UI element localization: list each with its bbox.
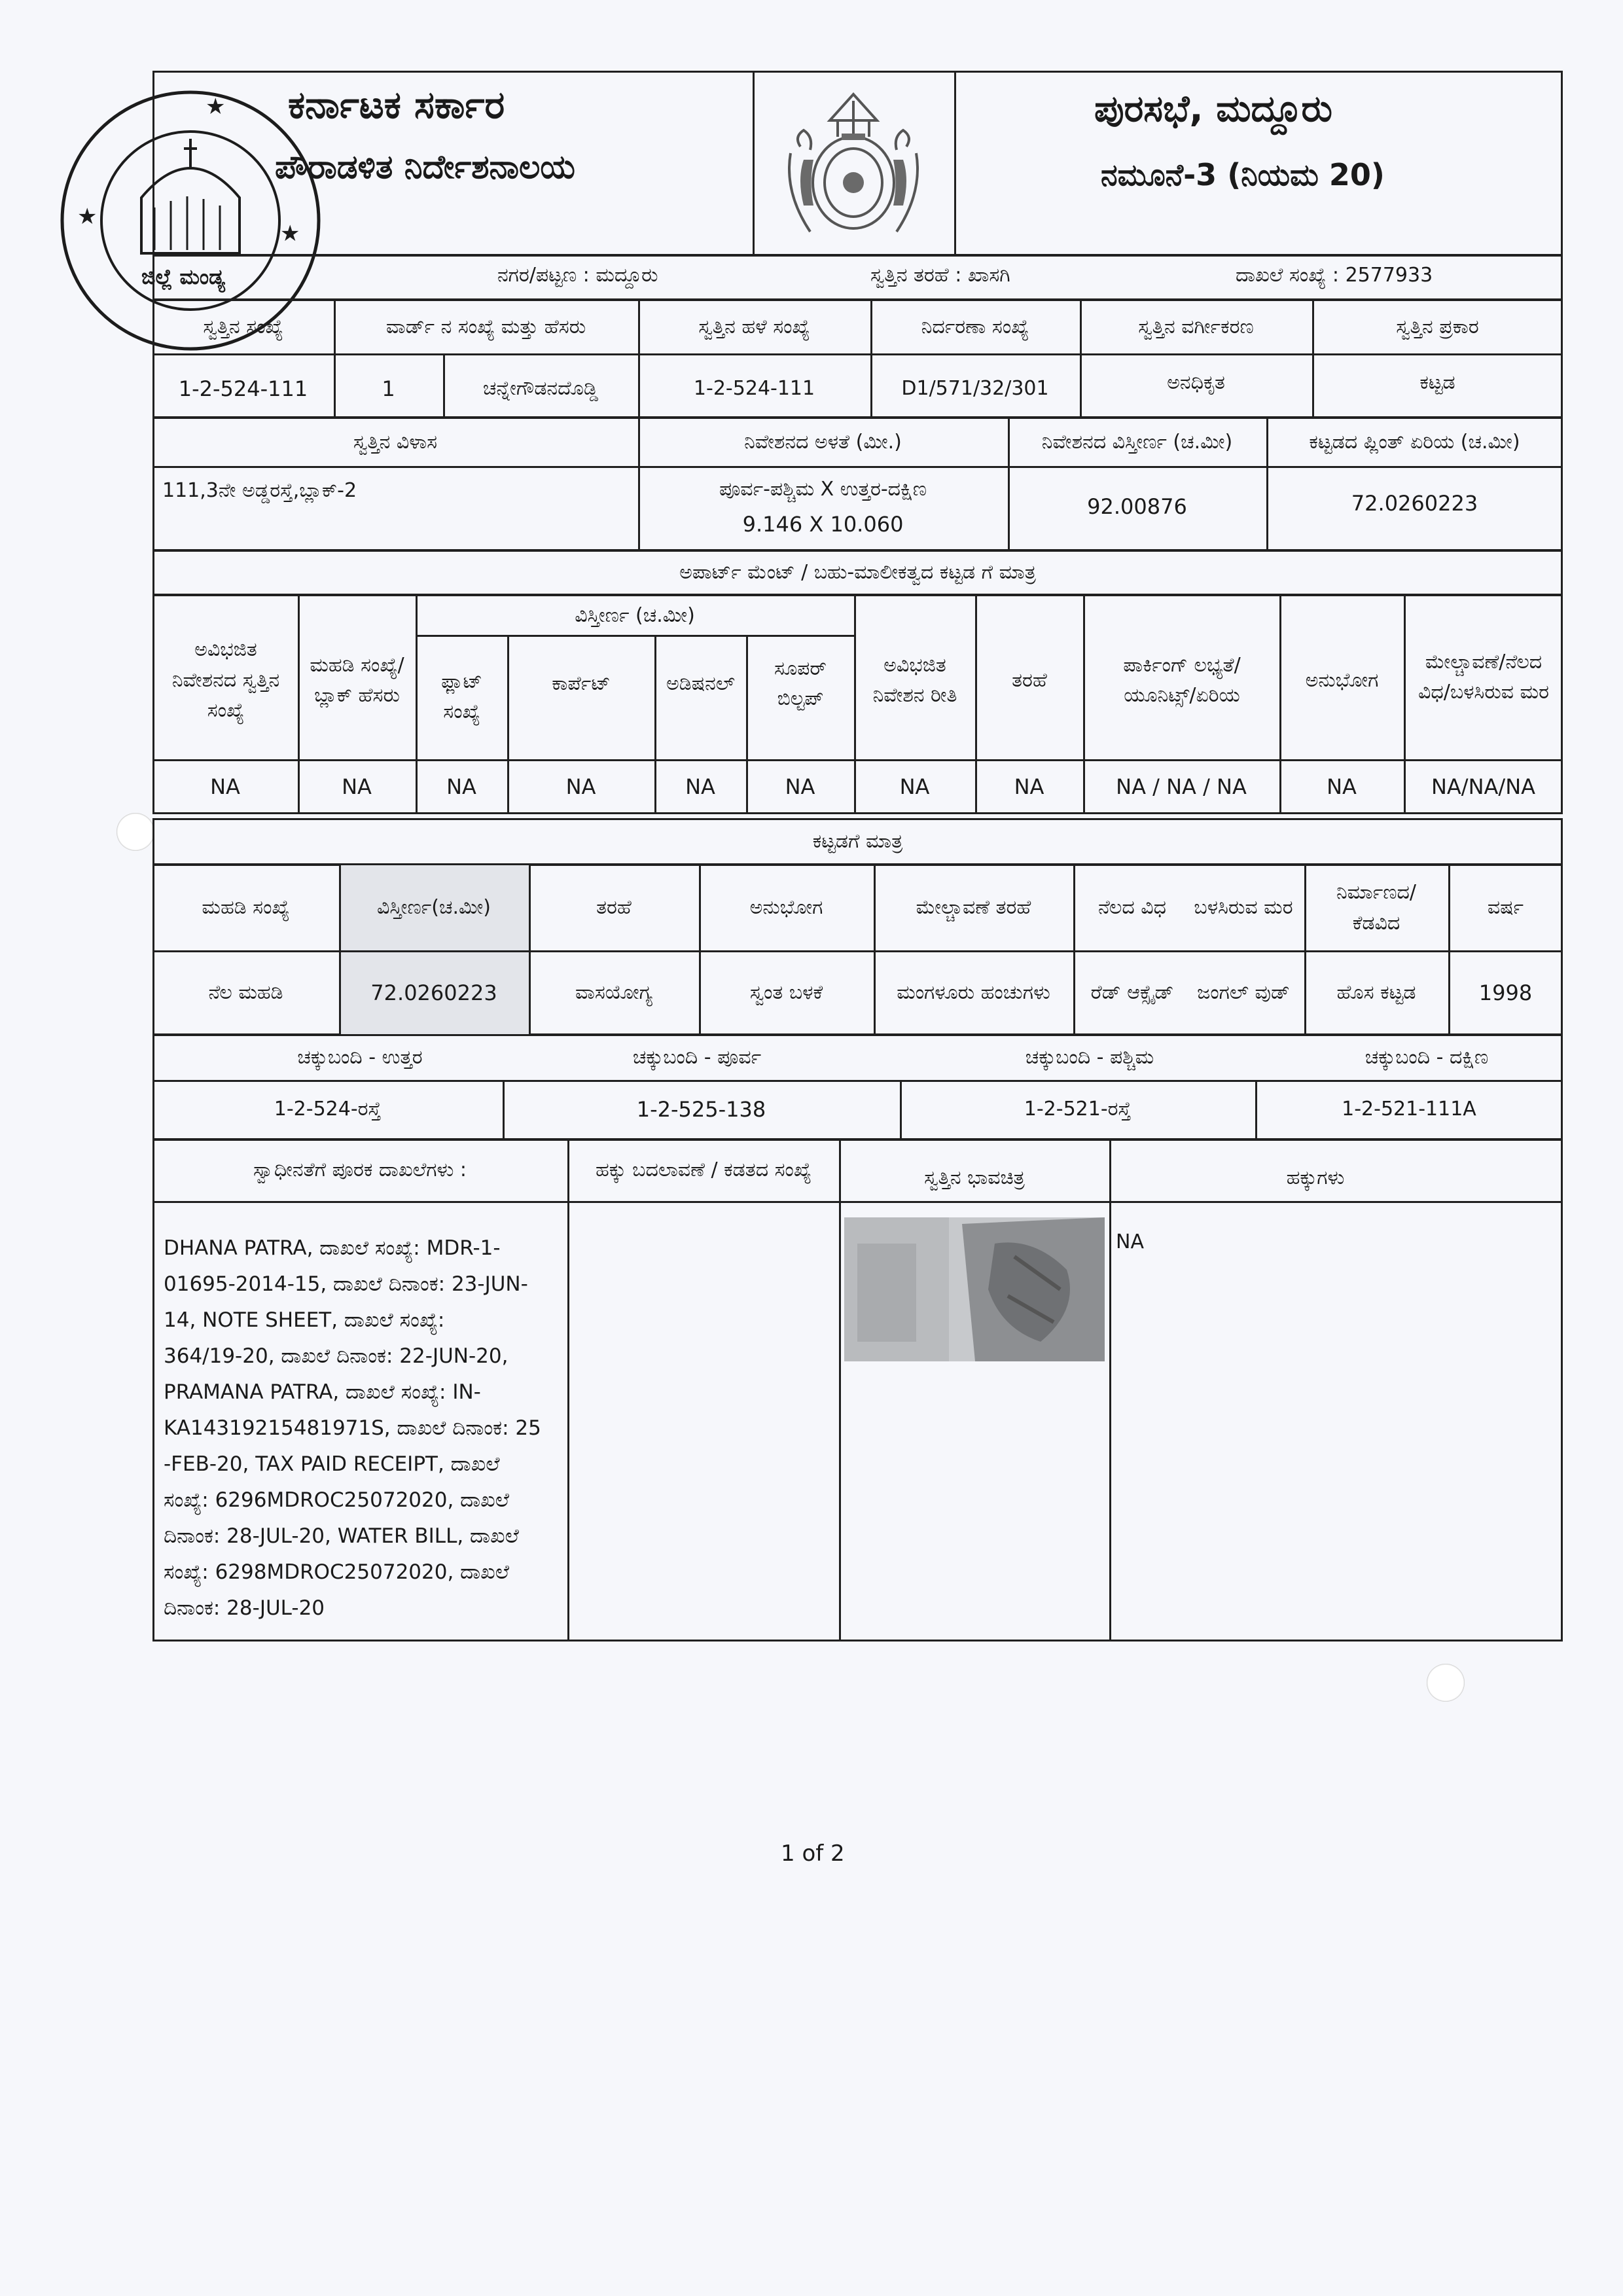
east-label: ಚಕ್ಕುಬಂದಿ - ಪೂರ್ವ [632, 1046, 762, 1069]
north-label: ಚಕ್ಕುಬಂದಿ - ಉತ್ತರ [297, 1046, 423, 1069]
apt-value: NA [446, 774, 476, 800]
apt-header-flat-no: ಫ್ಲಾಟ್ ಸಂಖ್ಯೆ [441, 670, 482, 723]
doc-line: -FEB-20, TAX PAID RECEIPT, ದಾಖಲೆ [164, 1452, 500, 1476]
bld-floor-value: ನೆಲ ಮಹಡಿ [208, 981, 283, 1005]
apt-value: NA / NA / NA [1116, 774, 1247, 800]
header-dimension: ನಿವೇಶನದ ಅಳತೆ (ಮೀ.) [744, 430, 902, 454]
bld-header-wood: ಬಳಸಿರುವ ಮರ [1194, 896, 1293, 920]
svg-text:★: ★ [280, 221, 300, 247]
punch-hole [1427, 1664, 1465, 1702]
south-value: 1-2-521-111A [1342, 1098, 1476, 1121]
west-label: ಚಕ್ಕುಬಂದಿ - ಪಶ್ಚಿಮ [1025, 1046, 1154, 1069]
docs-label: ಸ್ವಾಧೀನತೆಗೆ ಪೂರಕ ದಾಖಲೆಗಳು : [253, 1158, 467, 1181]
apt-header-carpet: ಕಾರ್ಪೆಟ್ [552, 672, 611, 695]
bld-header-year: ವರ್ಷ [1487, 896, 1524, 920]
doc-line: ಸಂಖ್ಯೆ: 6298MDROC25072020, ದಾಖಲೆ [164, 1560, 510, 1584]
bld-wood-value: ಜಂಗಲ್ ವುಡ್ [1197, 981, 1290, 1005]
bld-header-type: ತರಹೆ [596, 896, 632, 920]
bld-header-floor: ಮಹಡಿ ಸಂಖ್ಯೆ [202, 896, 290, 920]
apt-value: NA [1327, 774, 1357, 800]
old-no-value: 1-2-524-111 [693, 377, 815, 401]
apt-header-roof-floor-wood: ಮೇಲ್ಚಾವಣೆ/ನೆಲದ ವಿಧ/ಬಳಸಿರುವ ಮರ [1418, 650, 1549, 704]
header-determination-no: ನಿರ್ದರಣಾ ಸಂಖ್ಯೆ [921, 315, 1029, 338]
apt-header-undivided-no: ಅವಿಭಜಿತ ನಿವೇಶನದ ಸ್ವತ್ತಿನ ಸಂಖ್ಯೆ [171, 638, 280, 723]
header-address: ಸ್ವತ್ತಿನ ವಿಳಾಸ [353, 430, 438, 454]
address-value: 111,3ನೇ ಅಡ್ಡರಸ್ತೆ,ಬ್ಲಾಕ್-2 [162, 478, 357, 502]
apt-value: NA [565, 774, 596, 800]
doc-line: ದಿನಾಂಕ: 28-JUL-20 [164, 1596, 325, 1620]
ward-no-value: 1 [382, 376, 395, 401]
apt-header-parking: ಪಾರ್ಕಿಂಗ್ ಲಭ್ಯತೆ/ಯೂನಿಟ್ಸ್/ಏರಿಯ [1123, 653, 1241, 707]
east-value: 1-2-525-138 [636, 1096, 766, 1122]
govt-title: ಕರ್ನಾಟಕ ಸರ್ಕಾರ [288, 82, 505, 127]
plinth-area-value: 72.0260223 [1351, 491, 1478, 516]
town-label: ನಗರ/ಪಟ್ಟಣ : ಮದ್ದೂರು [497, 264, 658, 287]
bld-header-construction: ನಿರ್ಮಾಣದ/ ಕೆಡವಿದ [1336, 881, 1417, 935]
apt-header-usage: ಅನುಭೋಗ [1305, 668, 1379, 692]
supporting-documents-list [164, 1230, 564, 1626]
bld-area-value: 72.0260223 [370, 980, 497, 1005]
record-no-label: ದಾಖಲೆ ಸಂಖ್ಯೆ : 2577933 [1236, 264, 1433, 287]
determination-no-value: D1/571/32/301 [901, 377, 1049, 401]
form-title: ನಮೂನೆ-3 (ನಿಯಮ 20) [1101, 157, 1385, 192]
svg-text:★: ★ [77, 204, 98, 230]
bld-header-area: ವಿಸ್ತೀರ್ಣ(ಚ.ಮೀ) [376, 896, 491, 920]
doc-line: KA14319215481971S, ದಾಖಲೆ ದಿನಾಂಕ: 25 [164, 1416, 541, 1440]
doc-line: DHANA PATRA, ದಾಖಲೆ ಸಂಖ್ಯೆ: MDR-1- [164, 1236, 501, 1260]
apt-value: NA [1014, 774, 1044, 800]
property-no-value: 1-2-524-111 [178, 376, 308, 401]
west-value: 1-2-521-ರಸ್ತೆ [1024, 1098, 1132, 1121]
site-area-value: 92.00876 [1087, 494, 1187, 520]
seal-district-text: ಜಿಲ್ಲೆ ಮಂಡ್ಯ [141, 264, 225, 289]
bld-header-usage: ಅನುಭೋಗ [749, 896, 823, 920]
north-value: 1-2-524-ರಸ್ತೆ [274, 1098, 382, 1121]
doc-line: 364/19-20, ದಾಖಲೆ ದಿನಾಂಕ: 22-JUN-20, [164, 1344, 508, 1368]
building-section-title: ಕಟ್ಟಡಗೆ ಮಾತ್ರ [812, 829, 903, 853]
apt-header-additional: ಅಡಿಷನಲ್ [666, 672, 735, 695]
svg-text:★: ★ [205, 94, 226, 120]
photo-label: ಸ್ವತ್ತಿನ ಭಾವಚಿತ್ರ [924, 1166, 1025, 1189]
header-plinth-area: ಕಟ್ಟಡದ ಪ್ಲಿಂತ್ ಏರಿಯ (ಚ.ಮೀ) [1309, 430, 1520, 454]
property-type-label: ಸ್ವತ್ತಿನ ತರಹೆ : ಖಾಸಗಿ [870, 264, 1010, 287]
doc-line: 01695-2014-15, ದಾಖಲೆ ದಿನಾಂಕ: 23-JUN- [164, 1272, 528, 1296]
property-photo [844, 1217, 1105, 1361]
dimension-label: ಪೂರ್ವ-ಪಶ್ಚಿಮ X ಉತ್ತರ-ದಕ್ಷಿಣ [719, 477, 927, 501]
apt-value: NA [685, 774, 715, 800]
ward-name-value: ಚನ್ನೇಗೌಡನದೊಡ್ಡಿ [482, 377, 599, 401]
south-label: ಚಕ್ಕುಬಂದಿ - ದಕ್ಷಿಣ [1364, 1046, 1489, 1069]
bld-floor-type-value: ರೆಡ್ ಆಕ್ಸೈಡ್ [1090, 981, 1174, 1005]
page-number: 1 of 2 [781, 1840, 845, 1867]
doc-line: ದಿನಾಂಕ: 28-JUL-20, WATER BILL, ದಾಖಲೆ [164, 1524, 519, 1548]
kind-value: ಕಟ್ಟಡ [1419, 370, 1455, 394]
header-old-no: ಸ್ವತ್ತಿನ ಹಳೆ ಸಂಖ್ಯೆ [698, 315, 810, 338]
bld-type-value: ವಾಸಯೋಗ್ಯ [575, 981, 653, 1005]
directorate-title: ಪೌರಾಡಳಿತ ನಿರ್ದೇಶನಾಲಯ [275, 148, 575, 186]
punch-hole [116, 813, 154, 851]
rights-value: NA [1116, 1230, 1144, 1253]
classification-value: ಅನಧಿಕೃತ [1167, 370, 1225, 394]
apt-header-type: ತರಹೆ [1012, 668, 1047, 692]
bld-header-roof: ಮೇಲ್ಚಾವಣೆ ತರಹೆ [916, 896, 1031, 920]
header-site-area: ನಿವೇಶನದ ವಿಸ್ತೀರ್ಣ (ಚ.ಮೀ) [1041, 430, 1233, 454]
header-kind: ಸ್ವತ್ತಿನ ಪ್ರಕಾರ [1396, 315, 1479, 338]
apt-header-super-builtup: ಸೂಪರ್ ಬಿಲ್ಟಪ್ [774, 656, 827, 710]
header-ward: ವಾರ್ಡ್ ನ ಸಂಖ್ಯೆ ಮತ್ತು ಹೆಸರು [385, 315, 586, 338]
rights-label: ಹಕ್ಕುಗಳು [1286, 1166, 1345, 1189]
doc-line: ಸಂಖ್ಯೆ: 6296MDROC25072020, ದಾಖಲೆ [164, 1488, 510, 1512]
apt-value: NA [210, 774, 240, 800]
bld-construction-value: ಹೊಸ ಕಟ್ಟಡ [1336, 981, 1416, 1005]
apt-value: NA [899, 774, 930, 800]
area-group-header: ವಿಸ್ತೀರ್ಣ (ಚ.ಮೀ) [575, 603, 695, 627]
transfer-label: ಹಕ್ಕು ಬದಲಾವಣೆ / ಕಡತದ ಸಂಖ್ಯೆ [595, 1158, 812, 1181]
header-property-no: ಸ್ವತ್ತಿನ ಸಂಖ್ಯೆ [203, 315, 283, 338]
doc-line: PRAMANA PATRA, ದಾಖಲೆ ಸಂಖ್ಯೆ: IN- [164, 1380, 481, 1404]
bld-header-floor-type: ನೆಲದ ವಿಧ [1097, 896, 1166, 920]
state-emblem-icon [764, 75, 942, 251]
municipality-title: ಪುರಸಭೆ, ಮದ್ದೂರು [1094, 88, 1332, 130]
bld-year-value: 1998 [1478, 980, 1533, 1005]
apartment-section-title: ಅಪಾರ್ಟ್ ಮೆಂಟ್ / ಬಹು-ಮಾಲೀಕತ್ವದ ಕಟ್ಟಡ ಗೆ ಮಾತ್ರ [679, 560, 1036, 584]
apt-value: NA [785, 774, 815, 800]
apt-value: NA/NA/NA [1431, 774, 1536, 800]
apt-value: NA [342, 774, 372, 800]
dimension-value: 9.146 X 10.060 [742, 512, 904, 537]
apt-header-floor-block: ಮಹಡಿ ಸಂಖ್ಯೆ/ಬ್ಲಾಕ್ ಹೆಸರು [310, 653, 404, 707]
apt-header-undivided-type: ಅವಿಭಜಿತ ನಿವೇಶನ ರೀತಿ [872, 653, 957, 707]
doc-line: 14, NOTE SHEET, ದಾಖಲೆ ಸಂಖ್ಯೆ: [164, 1308, 445, 1332]
bld-usage-value: ಸ್ವಂತ ಬಳಕೆ [749, 981, 823, 1005]
bld-roof-value: ಮಂಗಳೂರು ಹಂಚುಗಳು [897, 981, 1050, 1005]
header-classification: ಸ್ವತ್ತಿನ ವರ್ಗೀಕರಣ [1138, 315, 1254, 338]
